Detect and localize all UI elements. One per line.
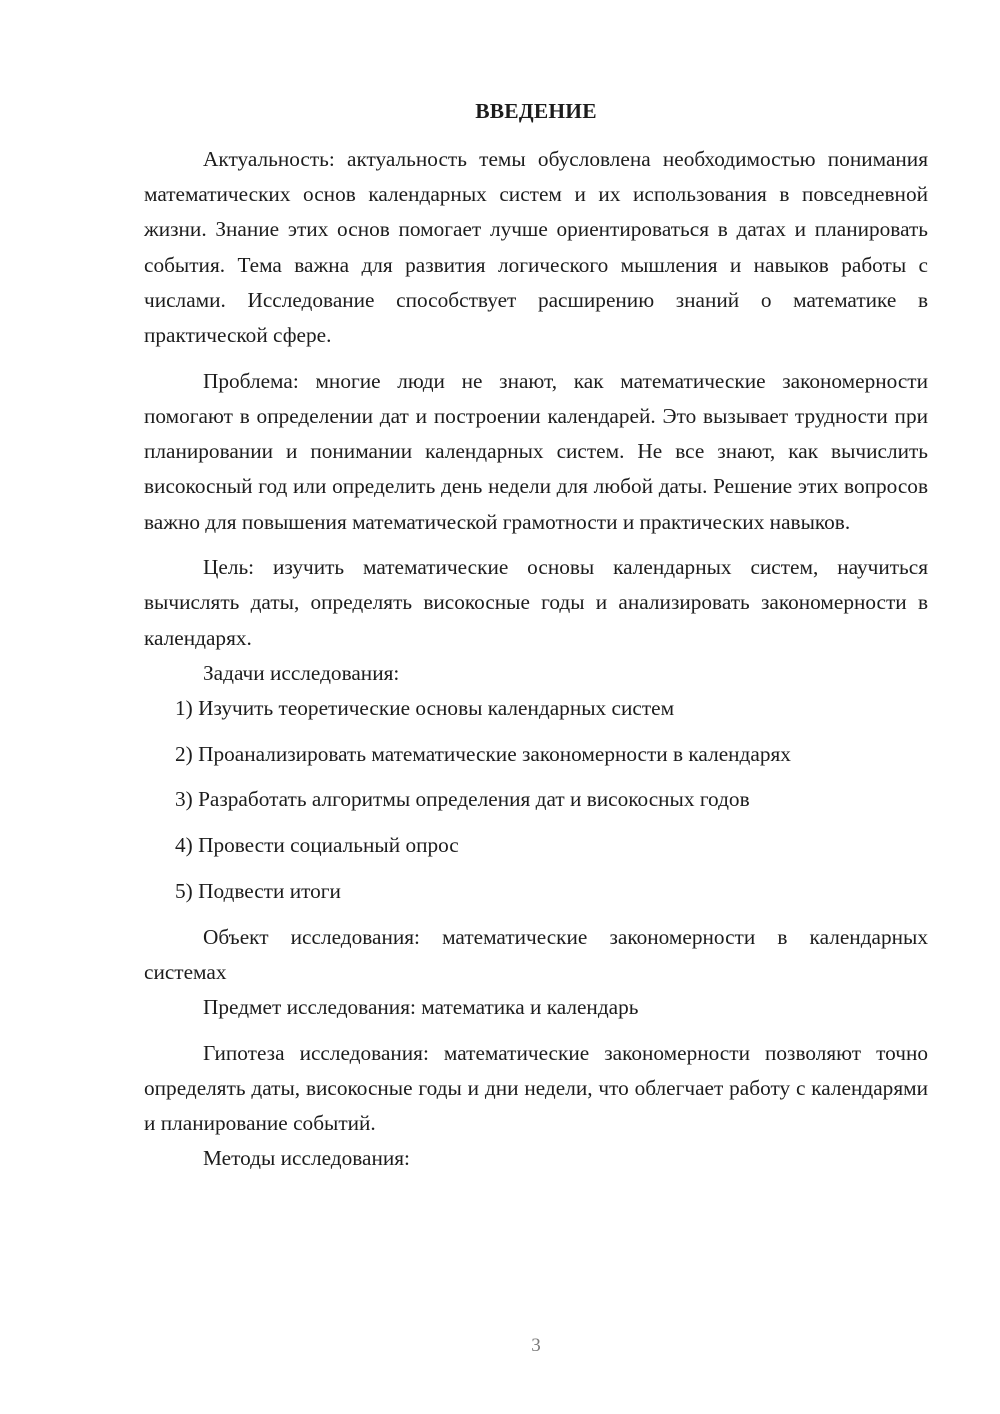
task-item-4: 4) Провести социальный опрос — [175, 833, 459, 858]
document-body — [144, 142, 928, 1176]
goal-paragraph: Цель: изучить математические основы календарных систем, научиться вычислять даты, определять високосные годы и анализировать закономерности в календарях. — [144, 555, 928, 650]
subject-paragraph: Предмет исследования: математика и календарь — [203, 994, 639, 1019]
document-page — [144, 0, 928, 1414]
task-item-1: 1) Изучить теоретические основы календарных систем — [175, 696, 675, 721]
methods-title: Методы исследования: — [203, 1146, 410, 1171]
tasks-list — [144, 691, 928, 909]
tasks-title: Задачи исследования: — [203, 660, 400, 685]
hypothesis-paragraph: Гипотеза исследования: математические закономерности позволяют точно определять даты, високосные годы и дни недели, что облегчает работу с календарями и планирование событий. — [144, 1040, 928, 1136]
task-item-3: 3) Разработать алгоритмы определения дат и високосных годов — [175, 787, 750, 812]
page-number: 3 — [531, 1335, 541, 1356]
task-item-2: 2) Проанализировать математические закономерности в календарях — [175, 741, 791, 766]
relevance-paragraph: Актуальность: актуальность темы обусловлена необходимостью понимания математических основ календарных систем и их использования в повседневной жизни. Знание этих основ помогает лучше ориентироваться в датах и планировать события. Тема важна для развития логического мышления и навыков работы с числами. Исследование способствует расширению знаний о математике в практической сфере. — [144, 147, 928, 348]
page-title: ВВЕДЕНИЕ — [475, 99, 597, 123]
task-item-5: 5) Подвести итоги — [175, 878, 341, 903]
problem-paragraph: Проблема: многие люди не знают, как математические закономерности помогают в определении дат и построении календарей. Это вызывает трудности при планировании и понимании календарных систем. Не все знают, как вычислить високосный год или определить день недели для любой даты. Решение этих вопросов важно для повышения математической грамотности и практических навыков. — [144, 368, 928, 534]
object-paragraph: Объект исследования: математические закономерности в календарных системах — [144, 924, 928, 984]
